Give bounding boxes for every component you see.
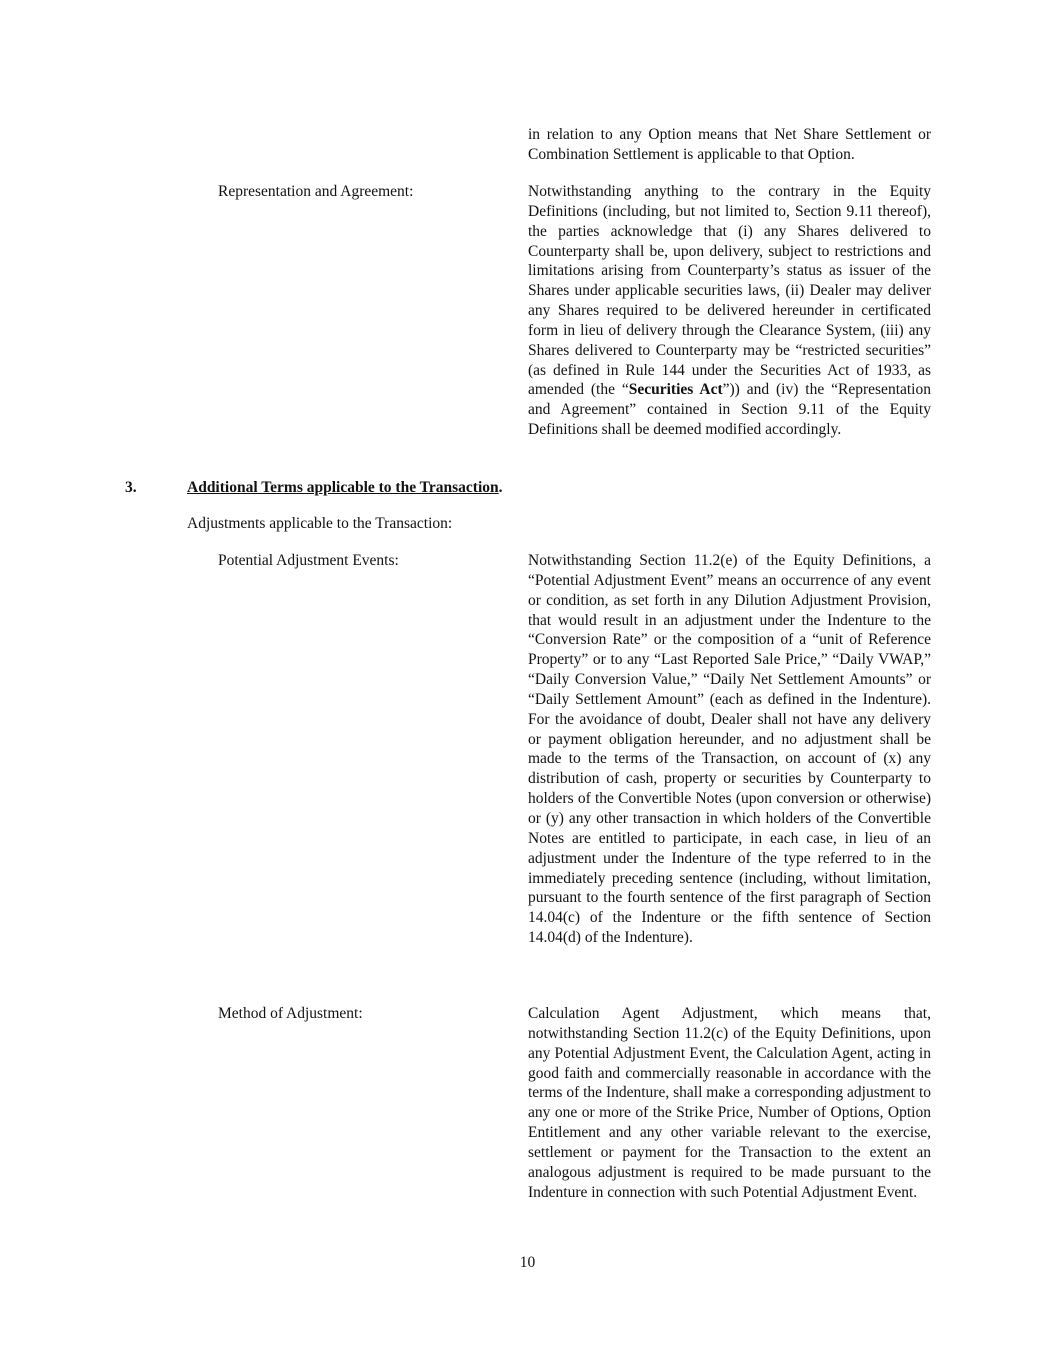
continuation-paragraph: in relation to any Option means that Net Share Settlement or Combination Settlement is applicable to that Option. <box>528 126 931 163</box>
page-number: 10 <box>519 1254 536 1271</box>
adjustments-subheading: Adjustments applicable to the Transaction: <box>187 515 453 532</box>
representation-label: Representation and Agreement: <box>218 183 414 200</box>
securities-act-defined-term: Securities Act <box>628 381 723 399</box>
method-of-adjustment-text: Calculation Agent Adjustment, which means that, notwithstanding Section 11.2(c) of the Equity Definitions, upon any Potential Adjustment Event, the Calculation Agent, acting in good faith and commercially reasonable in accordance with the terms of the Indenture, shall make a corresponding adjustment to any one or more of the Strike Price, Number of Options, Option Entitlement and any other variable relevant to the exercise, settlement or payment for the Transaction to the extent an analogous adjustment is required to be made pursuant to the Indenture in connection with such Potential Adjustment Event. <box>528 1005 931 1201</box>
section-title-text: Additional Terms applicable to the Transaction <box>187 479 499 496</box>
section-title <box>187 478 503 498</box>
potential-adjustment-events-label: Potential Adjustment Events: <box>218 552 399 569</box>
representation-text-part2: ”)) and (iv) the “Representation and Agreement” contained in Section 9.11 of the Equity Definitions shall be deemed modified accordingly. <box>528 381 931 439</box>
potential-adjustment-events-text: Notwithstanding Section 11.2(e) of the Equity Definitions, a “Potential Adjustment Event” means an occurrence of any event or condition, as set forth in any Dilution Adjustment Provision, that would result in an adjustment under the Indenture to the “Conversion Rate” or the composition of a “unit of Reference Property” or to any “Last Reported Sale Price,” “Daily VWAP,” “Daily Conversion Value,” “Daily Net Settlement Amounts” or “Daily Settlement Amount” (each as defined in the Indenture). For the avoidance of doubt, Dealer shall not have any delivery or payment obligation hereunder, and no adjustment shall be made to the terms of the Transaction, on account of (x) any distribution of cash, property or securities by Counterparty to holders of the Convertible Notes (upon conversion or otherwise) or (y) any other transaction in which holders of the Convertible Notes are entitled to participate, in each case, in lieu of an adjustment under the Indenture of the type referred to in the immediately preceding sentence (including, without limitation, pursuant to the fourth sentence of the first paragraph of Section 14.04(c) of the Indenture or the fifth sentence of Section 14.04(d) of the Indenture). <box>528 552 931 947</box>
section-title-period: . <box>498 479 503 496</box>
representation-text-part1: Notwithstanding anything to the contrary in the Equity Definitions (including, but not limited to, Section 9.11 thereof), the parties acknowledge that (i) any Shares delivered to Counterparty shall be, upon delivery, subject to restrictions and limitations arising from Counterparty’s status as issuer of the Shares under applicable securities laws, (ii) Dealer may deliver any Shares required to be delivered hereunder in certificated form in lieu of delivery through the Clearance System, (iii) any Shares delivered to Counterparty may be “restricted securities” (as defined in Rule 144 under the Securities Act of 1933, as amended (the “ <box>528 183 931 399</box>
method-of-adjustment-label: Method of Adjustment: <box>218 1005 363 1022</box>
representation-text <box>528 182 931 440</box>
section-number: 3. <box>125 479 137 496</box>
